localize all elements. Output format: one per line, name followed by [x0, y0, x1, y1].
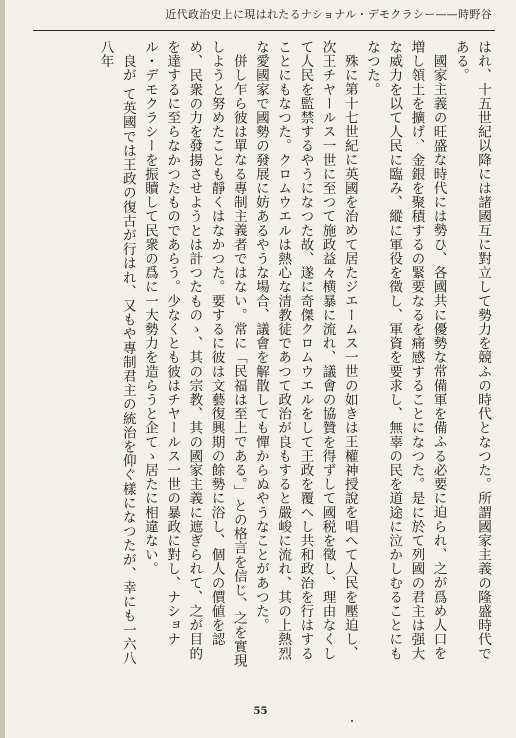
paragraph-3: 殊に第十七世紀に英國を治めて居たジエームス一世の如きは王權神授說を唱へて人民を壓迫し、次王チヤールス一世に至つて施政益々横暴に流れ、議會の協贊を得ずして國税を徵し、理由なくして人民を監禁するやうになつた故、遂に奇傑クロムウエルをして王政を覆へし共和政治を行はすることにもなつた。クロムウエルは熱心な清教徒であつて政治が良もすると嚴峻に流れ、其の上熱烈な愛國家で國勢の發展に妨あるやうな場合、議會を解散しても憚からぬやうなことがあつた。: [252, 40, 358, 661]
paragraph-5: 良が て英國では王政の復古が行はれ、又もや專制君主の統治を仰ぐ樣になつたが、幸にも一六八八年: [97, 40, 136, 665]
page-number: 55: [253, 706, 268, 717]
print-speck: [351, 720, 353, 722]
body-text: [39, 40, 494, 670]
paragraph-1: はれ、十五世紀以降には諸國互に對立して勢力を競ふの時代となつた。所謂國家主義の隆盛時代である。: [452, 40, 491, 661]
running-head: 近代政治史上に現はれたるナショナル・デモクラシー——時野谷: [165, 8, 492, 21]
header-rule: [33, 30, 495, 31]
paragraph-2: 國家主義の旺盛な時代には勢ひ、各國共に優勢な常備軍を備ふる必要に迫られ、之が爲め人口を増し領土を擴げ、金銀を聚積するの緊要なるを痛感することになつた。是に於て列國の君主は强大な威力を以て人民に臨み、縱に軍役を徵し、軍資を要求し、無辜の民を道途に泣かしむることにもなつた。: [363, 40, 447, 661]
paragraph-4: 併し乍ら彼は單なる專制主義者ではない。常に「民福は至上である。」との格言を信じ、之を實現しようと努めたことも靜くはなかつた。要するに彼は文藝復興期の餘勢に浴し、個人の價値を認め、民衆の力を發揚させようとは計つたものゝ、其の宗教、其の國家主義に遮ぎられて、之が目的を達するに至らなかつたものであらう。少なくとも彼はチヤールス一世の暴政に對し、ナショナル・デモクラシーを振贖して民衆の爲に一大勢力を造らうと企てゝ居たに相違ない。: [141, 40, 247, 668]
